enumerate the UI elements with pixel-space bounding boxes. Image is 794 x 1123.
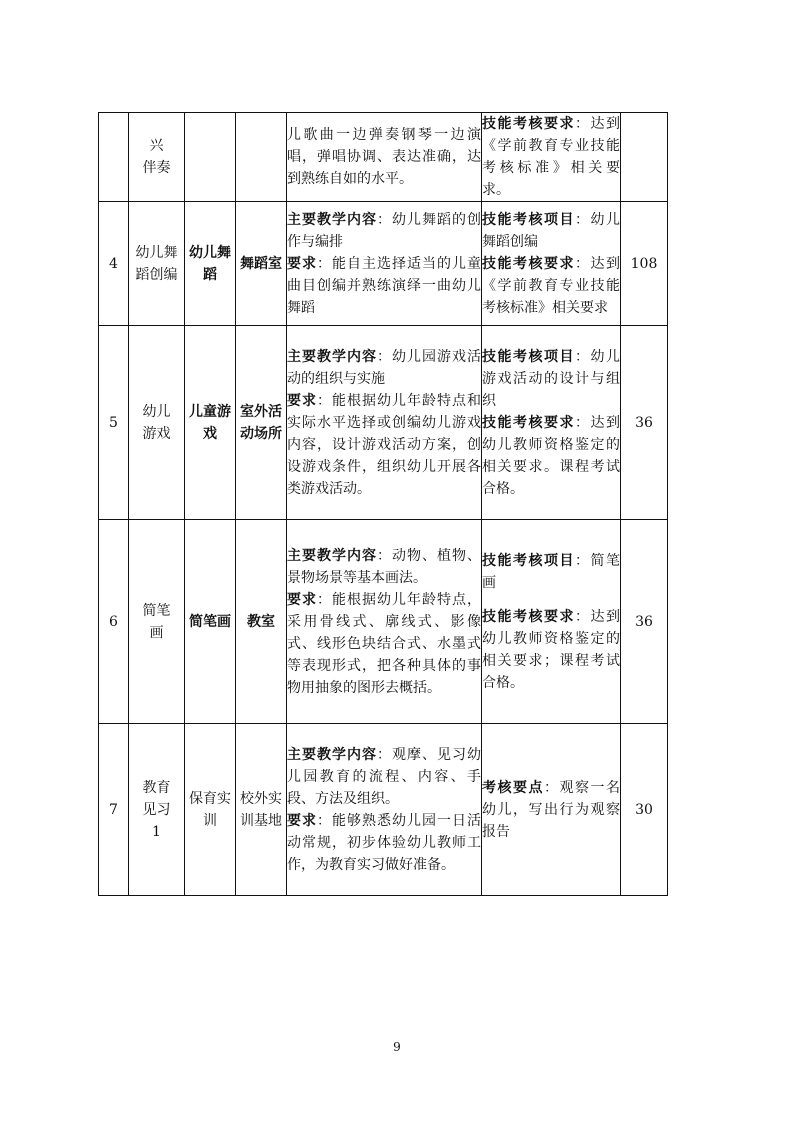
assess-text: ：达到《学前教育专业技能考核标准》相关要求 [482, 255, 620, 316]
content-cell [287, 113, 482, 202]
subject-cell: 儿童游戏 [185, 326, 236, 520]
course-table [98, 112, 668, 896]
row-number [99, 113, 129, 202]
assess-spacer [482, 594, 620, 606]
assess-cell [482, 724, 621, 896]
table-row [99, 520, 668, 724]
assess-label: 技能考核项目 [482, 348, 575, 365]
subject-cell: 简笔画 [185, 520, 236, 724]
assess-text: ：达到《学前教育专业技能考核标准》相关要求。 [482, 116, 620, 198]
subject-cell: 幼儿舞蹈 [185, 202, 236, 326]
table-row [99, 113, 668, 202]
course-name-line: 见习 [142, 801, 171, 818]
assess-cell [482, 202, 621, 326]
course-name [129, 326, 185, 520]
hours-cell: 36 [621, 326, 668, 520]
assess-text: ：幼儿舞蹈创编 [482, 211, 620, 250]
content-text: ：能够熟悉幼儿园一日活动常规，初步体验幼儿教师工作，为教育实习做好准备。 [287, 812, 481, 873]
assess-cell [482, 113, 621, 202]
course-name [129, 113, 185, 202]
assess-label: 技能考核项目 [482, 211, 575, 228]
content-text: ：能根据幼儿年龄特点，采用骨线式、廓线式、影像式、线形色块结合式、水墨式等表现形式，把各种具体的事物用抽象的图形去概括。 [287, 591, 481, 696]
place-cell: 校外实训基地 [236, 724, 287, 896]
course-name-line: 蹈创编 [135, 266, 178, 283]
course-name-line: 简笔 [142, 602, 171, 619]
assess-label: 技能考核要求 [482, 608, 575, 625]
content-text: ：能自主选择适当的儿童曲目创编并熟练演绎一曲幼儿舞蹈 [287, 255, 481, 316]
course-name [129, 202, 185, 326]
assess-label: 技能考核要求 [482, 255, 575, 272]
content-label: 主要教学内容 [287, 348, 377, 365]
row-number: 5 [99, 326, 129, 520]
content-cell [287, 520, 482, 724]
place-cell: 教室 [236, 520, 287, 724]
content-label: 要求 [287, 591, 317, 608]
table-row [99, 724, 668, 896]
content-text: ：观摩、见习幼儿园教育的流程、内容、手段、方法及组织。 [287, 746, 481, 807]
hours-cell: 108 [621, 202, 668, 326]
assess-text: ：观察一名幼儿，写出行为观察报告 [482, 779, 620, 840]
content-label: 要求 [287, 255, 317, 272]
assess-label: 考核要点 [482, 779, 544, 796]
assess-text: ：达到幼儿教师资格鉴定的相关要求；课程考试合格。 [482, 608, 620, 691]
table-row [99, 202, 668, 326]
subject-cell [185, 113, 236, 202]
place-cell: 舞蹈室 [236, 202, 287, 326]
content-text: ：幼儿园游戏活动的组织与实施 [287, 348, 481, 387]
page-number: 9 [393, 1040, 401, 1054]
hours-cell [621, 113, 668, 202]
assess-label: 技能考核要求 [482, 414, 575, 431]
course-name-line: 幼儿舞 [135, 244, 178, 261]
content-cell [287, 724, 482, 896]
content-cell [287, 202, 482, 326]
assess-text: ：简笔画 [482, 552, 620, 591]
content-cell [287, 326, 482, 520]
content-text: 儿歌曲一边弹奏钢琴一边演唱，弹唱协调、表达准确，达到熟练自如的水平。 [287, 127, 481, 187]
assess-text: ：达到幼儿教师资格鉴定的相关要求。课程考试合格。 [482, 414, 620, 497]
content-label: 主要教学内容 [287, 746, 377, 763]
course-name [129, 724, 185, 896]
row-number: 4 [99, 202, 129, 326]
course-name-line: 伴奏 [142, 160, 171, 176]
course-name-line: 幼儿 [142, 403, 171, 420]
assess-cell [482, 326, 621, 520]
row-number: 7 [99, 724, 129, 896]
assess-text: ：幼儿游戏活动的设计与组织 [482, 348, 620, 409]
content-label: 要求 [287, 392, 317, 409]
assess-cell [482, 520, 621, 724]
hours-cell: 36 [621, 520, 668, 724]
hours-cell: 30 [621, 724, 668, 896]
course-name-line: 画 [149, 624, 164, 641]
table-row [99, 326, 668, 520]
content-text: ：能根据幼儿年龄特点和实际水平选择或创编幼儿游戏内容，设计游戏活动方案，创设游戏条件，组织幼儿开展各类游戏活动。 [287, 392, 481, 497]
content-label: 要求 [287, 812, 317, 829]
course-name-line: 教育 [142, 779, 171, 796]
assess-label: 技能考核项目 [482, 552, 575, 569]
content-label: 主要教学内容 [287, 547, 377, 564]
course-name-line: 1 [152, 823, 161, 840]
course-name [129, 520, 185, 724]
subject-cell: 保育实训 [185, 724, 236, 896]
course-name-line: 游戏 [142, 425, 171, 442]
content-text: ：幼儿舞蹈的创作与编排 [287, 211, 481, 250]
assess-label: 技能考核要求 [482, 116, 575, 132]
place-cell [236, 113, 287, 202]
place-cell: 室外活动场所 [236, 326, 287, 520]
course-name-line: 兴 [149, 138, 164, 154]
content-text: ：动物、植物、景物场景等基本画法。 [287, 547, 481, 586]
row-number: 6 [99, 520, 129, 724]
content-label: 主要教学内容 [287, 211, 377, 228]
